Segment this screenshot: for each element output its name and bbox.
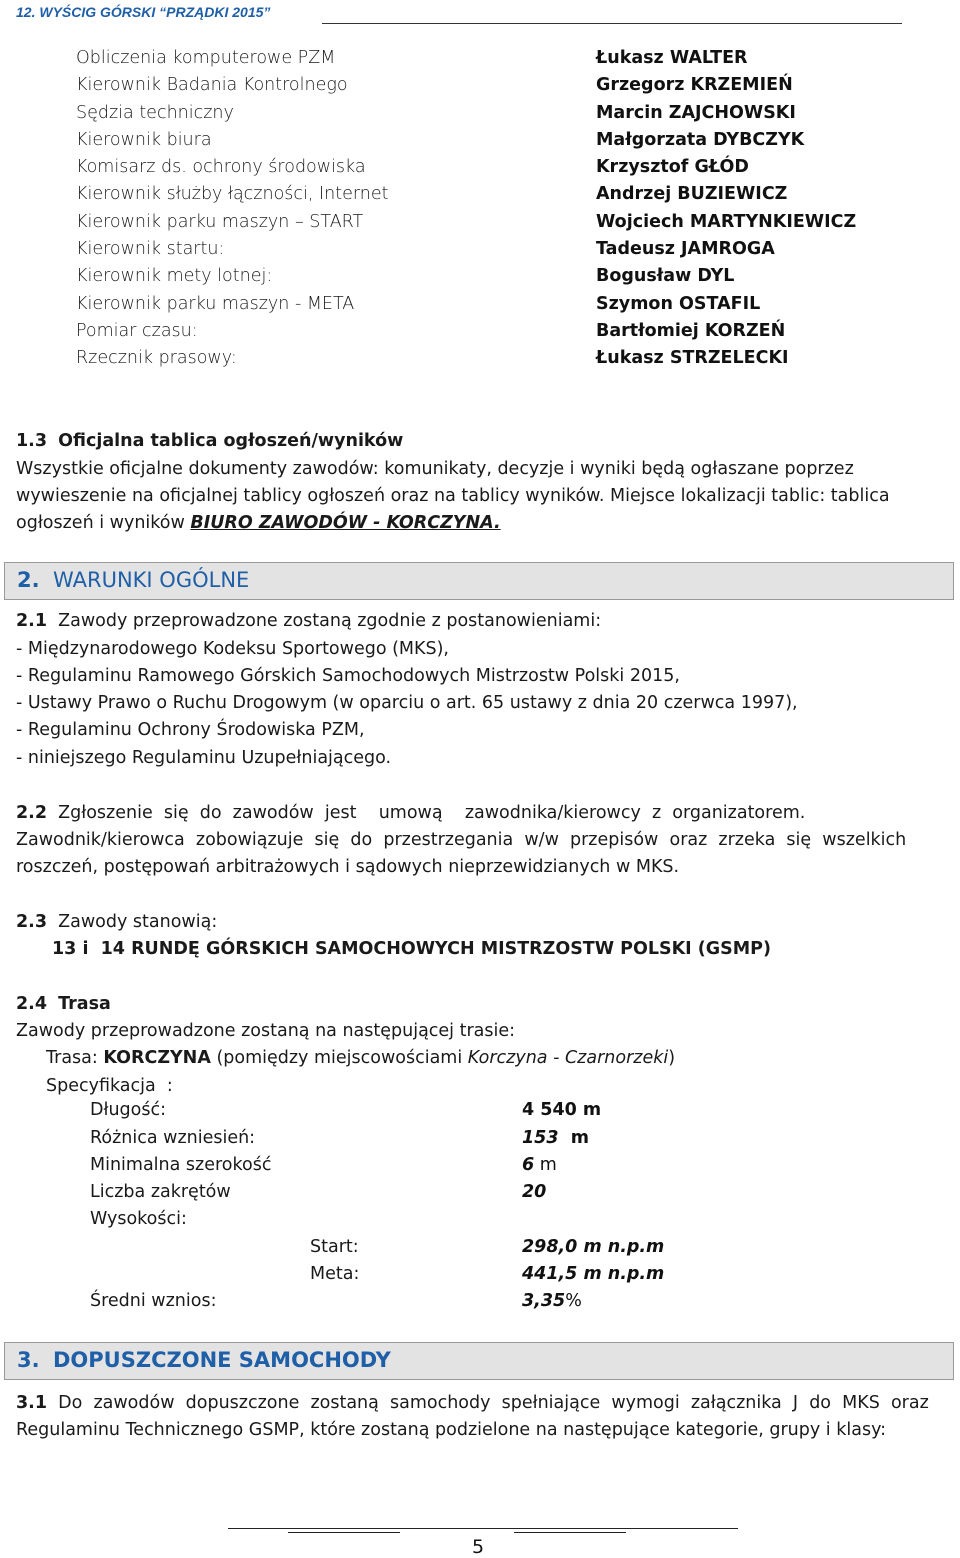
official-name: Marcin ZAJCHOWSKI: [596, 102, 796, 123]
spec-turns-label: Liczba zakrętów: [90, 1182, 231, 1202]
section-1-3-line-3: [16, 510, 944, 537]
value: 3,35: [522, 1291, 566, 1311]
officials-roles: [76, 45, 389, 373]
list-item: - niniejszego Regulaminu Uzupełniającego.: [16, 748, 392, 768]
spec-width-value: [522, 1155, 557, 1175]
section-3-1-line-2: Regulaminu Technicznego GSMP, które zostaną podzielone na następujące kategorie, grupy i klasy:: [16, 1420, 887, 1440]
footer-rule: [288, 1532, 400, 1533]
spec-start-label: Start:: [310, 1237, 359, 1257]
office-location: BIURO ZAWODÓW - KORCZYNA.: [190, 513, 501, 533]
unit: m: [534, 1155, 557, 1175]
spec-gradient-value: [522, 1291, 582, 1311]
list-item: - Międzynarodowego Kodeksu Sportowego (MKS),: [16, 639, 449, 659]
page-header: [0, 0, 960, 24]
section-1-3-line-1: Wszystkie oficjalne dokumenty zawodów: komunikaty, decyzje i wyniki będą ogłaszane poprzez: [16, 459, 854, 479]
section-number: 1.3: [16, 431, 48, 451]
spec-start-value: 298,0 m n.p.m: [522, 1237, 665, 1257]
role: Sędzia techniczny: [76, 102, 234, 123]
section-title: Trasa: [58, 994, 111, 1014]
role: Kierownik parku maszyn - META: [76, 293, 355, 314]
spec-elevation-diff-label: Różnica wzniesień:: [90, 1128, 256, 1148]
spec-finish-value: 441,5 m n.p.m: [522, 1264, 665, 1284]
value: 6: [522, 1155, 535, 1175]
footer-rule: [514, 1532, 626, 1533]
role: Kierownik Badania Kontrolnego: [76, 75, 348, 96]
spec-length-value: 4 540 m: [522, 1100, 602, 1120]
official-name: Małgorzata DYBCZYK: [596, 129, 805, 150]
section-2-2-line-2: Zawodnik/kierowca zobowiązuje się do przestrzegania w/w przepisów oraz zrzeka się wszelkich: [16, 830, 907, 850]
official-name: Tadeusz JAMROGA: [596, 239, 775, 260]
official-name: Łukasz WALTER: [596, 48, 748, 68]
text: Do zawodów dopuszczone zostaną samochody spełniające wymogi załącznika J do MKS oraz: [58, 1393, 929, 1413]
section-number: 3.: [17, 1348, 40, 1372]
header-rule: [322, 23, 902, 24]
section-title: Oficjalna tablica ogłoszeń/wyników: [58, 431, 404, 451]
page-number: 5: [472, 1536, 485, 1558]
section-2-bar: [4, 562, 954, 600]
section-1-3-line-2: wywieszenie na oficjalnej tablicy ogłoszeń oraz na tablicy wyników. Miejsce lokalizacji tablic: tablica: [16, 486, 890, 506]
role: Kierownik służby łączności, Internet: [76, 184, 389, 205]
official-name: Bartłomiej KORZEŃ: [596, 320, 786, 341]
role: Kierownik biura: [76, 129, 212, 150]
spec-width-label: Minimalna szerokość: [90, 1155, 272, 1175]
spec-elevation-diff-value: [522, 1128, 589, 1148]
section-3-1-line-1: [16, 1390, 944, 1417]
spec-length-label: Długość:: [90, 1100, 166, 1120]
round-designation: 13 i 14 RUNDĘ GÓRSKICH SAMOCHOWYCH MISTRZOSTW POLSKI (GSMP): [52, 939, 771, 959]
role: Kierownik startu:: [76, 239, 225, 260]
unit: m: [558, 1128, 589, 1148]
section-2-1-intro: [16, 608, 944, 635]
role: Rzecznik prasowy:: [76, 348, 237, 369]
route-name: KORCZYNA: [103, 1048, 211, 1068]
route-intro: Zawody przeprowadzone zostaną na następującej trasie:: [16, 1021, 516, 1041]
text: ): [668, 1048, 676, 1068]
official-name: Bogusław DYL: [596, 266, 735, 287]
text: ogłoszeń i wyników: [16, 513, 191, 533]
section-title: DOPUSZCZONE SAMOCHODY: [53, 1348, 391, 1372]
text: Zawody przeprowadzone zostaną zgodnie z postanowieniami:: [58, 611, 602, 631]
section-number: 2.1: [16, 611, 48, 631]
role: Komisarz ds. ochrony środowiska: [76, 157, 366, 178]
role: Kierownik parku maszyn – START: [76, 211, 364, 232]
route-line: [46, 1045, 960, 1072]
section-2-2-line-3: roszczeń, postępowań arbitrażowych i sądowych nieprzewidzianych w MKS.: [16, 857, 680, 877]
section-number: 2.4: [16, 994, 48, 1014]
text: (pomiędzy miejscowościami: [210, 1048, 468, 1068]
section-number: 3.1: [16, 1393, 48, 1413]
section-number: 2.2: [16, 803, 48, 823]
list-item: - Ustawy Prawo o Ruchu Drogowym (w oparciu o art. 65 ustawy z dnia 20 czerwca 1997),: [16, 693, 798, 713]
list-item: - Regulaminu Ramowego Górskich Samochodowych Mistrzostw Polski 2015,: [16, 666, 680, 686]
list-item: - Regulaminu Ochrony Środowiska PZM,: [16, 720, 365, 740]
official-name: Szymon OSTAFIL: [596, 293, 761, 314]
spec-heading: Specyfikacja :: [46, 1076, 173, 1096]
spec-gradient-label: Średni wznios:: [90, 1291, 217, 1311]
spec-turns-value: 20: [522, 1182, 547, 1202]
text: Trasa:: [46, 1048, 104, 1068]
officials-names: [596, 45, 856, 373]
value: 153: [522, 1128, 559, 1148]
official-name: Łukasz STRZELECKI: [596, 348, 789, 369]
section-3-bar: [4, 1342, 954, 1380]
section-2-3-intro: [16, 909, 944, 936]
footer-rule: [228, 1528, 738, 1529]
section-2-4-heading: [16, 991, 944, 1018]
spec-heights-label: Wysokości:: [90, 1209, 187, 1229]
section-number: 2.: [17, 568, 40, 592]
role: Pomiar czasu:: [76, 320, 198, 341]
route-places: Korczyna - Czarnorzeki: [467, 1048, 669, 1068]
role: Kierownik mety lotnej:: [76, 266, 273, 287]
section-number: 2.3: [16, 912, 48, 932]
role: Obliczenia komputerowe PZM: [76, 48, 336, 68]
official-name: Krzysztof GŁÓD: [596, 157, 749, 178]
text: Zawody stanowią:: [58, 912, 218, 932]
unit: %: [565, 1291, 582, 1311]
text: Zgłoszenie się do zawodów jest umową zawodnika/kierowcy z organizatorem.: [58, 803, 806, 823]
official-name: Wojciech MARTYNKIEWICZ: [596, 211, 857, 232]
header-title: 12. WYŚCIG GÓRSKI “PRZĄDKI 2015”: [16, 4, 271, 20]
official-name: Grzegorz KRZEMIEŃ: [596, 75, 793, 96]
section-title: WARUNKI OGÓLNE: [53, 568, 250, 592]
section-2-2-line-1: [16, 800, 944, 827]
spec-finish-label: Meta:: [310, 1264, 360, 1284]
official-name: Andrzej BUZIEWICZ: [596, 184, 788, 205]
section-1-3-heading: [16, 428, 944, 455]
